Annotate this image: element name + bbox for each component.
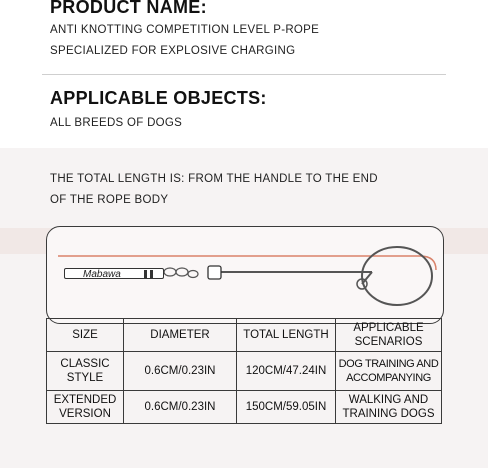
product-name-line-2: SPECIALIZED FOR EXPLOSIVE CHARGING: [50, 45, 296, 57]
table-row: [47, 391, 442, 424]
cell-scenario: WALKING AND TRAINING DOGS: [336, 391, 442, 424]
applicable-objects-heading: APPLICABLE OBJECTS:: [50, 88, 267, 108]
cell-length: 150CM/59.05IN: [237, 391, 336, 424]
table-header-row: [47, 319, 442, 352]
applicable-objects-text: ALL BREEDS OF DOGS: [50, 117, 183, 129]
cell-scenario: DOG TRAINING AND ACCOMPANYING: [336, 352, 442, 391]
cell-diameter: 0.6CM/0.23IN: [124, 352, 237, 391]
cell-length: 120CM/47.24IN: [237, 352, 336, 391]
stopper: [208, 266, 221, 279]
brand-handle: Mabawa: [64, 268, 164, 279]
handle-marks: [142, 269, 160, 279]
clip-icon: [164, 268, 198, 278]
length-note-line-2: OF THE ROPE BODY: [50, 194, 169, 206]
length-note-line-1: THE TOTAL LENGTH IS: FROM THE HANDLE TO THE END: [50, 173, 378, 185]
header-diameter: DIAMETER: [124, 319, 237, 352]
header-scenarios: APPLICABLE SCENARIOS: [336, 319, 442, 352]
product-name-heading: PRODUCT NAME:: [50, 0, 207, 17]
cell-size: EXTENDED VERSION: [47, 391, 124, 424]
table-row: [47, 352, 442, 391]
size-table: [46, 318, 442, 424]
cell-diameter: 0.6CM/0.23IN: [124, 391, 237, 424]
product-name-line-1: ANTI KNOTTING COMPETITION LEVEL P-ROPE: [50, 24, 320, 36]
cell-size: CLASSIC STYLE: [47, 352, 124, 391]
header-size: SIZE: [47, 319, 124, 352]
header-total-length: TOTAL LENGTH: [237, 319, 336, 352]
